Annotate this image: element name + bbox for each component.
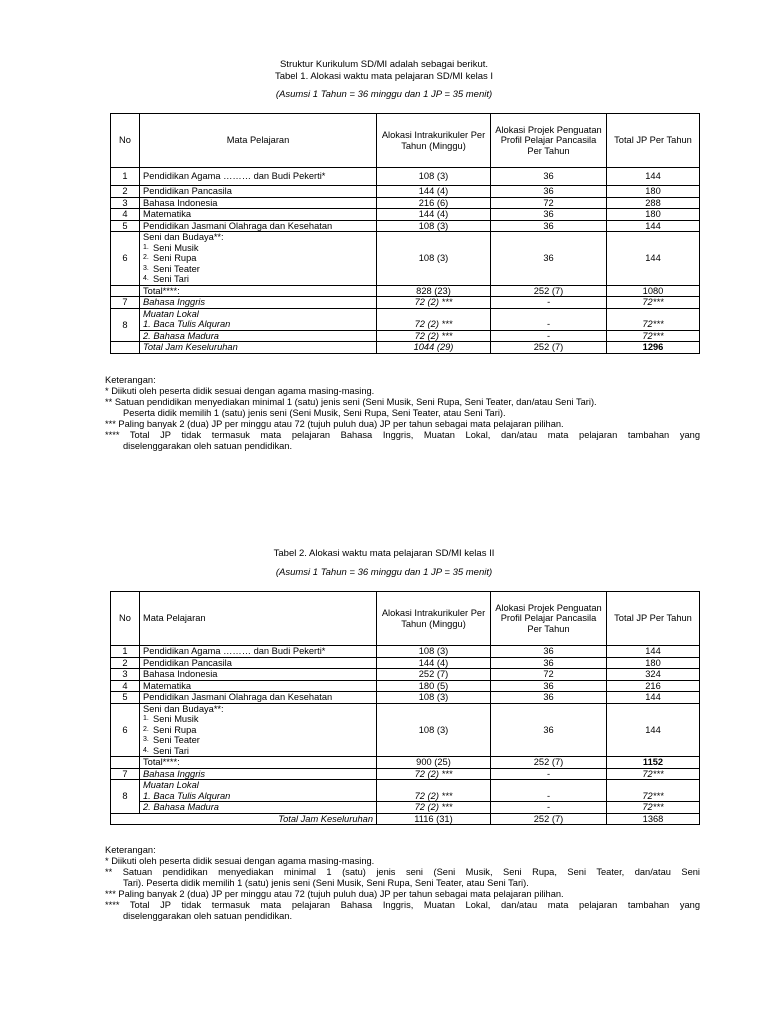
row-intra: 144 (4) — [377, 657, 491, 669]
row-no: 7 — [111, 768, 140, 780]
table-row — [111, 186, 700, 198]
mulok-heading: Muatan Lokal — [140, 780, 377, 791]
row-intra: 108 (3) — [377, 220, 491, 232]
row-no: 6 — [111, 703, 140, 757]
row-intra: 252 (7) — [377, 669, 491, 681]
table1 — [110, 113, 700, 354]
note-1: * Diikuti oleh peserta didik sesuai dengan agama masing-masing. — [105, 386, 375, 396]
mulok-heading: Muatan Lokal — [140, 308, 377, 319]
list-item: 3. Seni Teater — [143, 263, 200, 274]
row-total: 72*** — [607, 791, 700, 802]
subtotal-intra: 900 (25) — [377, 757, 491, 769]
row-subject: Matematika — [140, 680, 377, 692]
table1-assumption: (Asumsi 1 Tahun = 36 minggu dan 1 JP = 35 menit) — [275, 89, 493, 100]
row-projek: 36 — [491, 646, 607, 658]
subtotal-label: Total****: — [140, 285, 377, 297]
row-projek: - — [491, 791, 607, 802]
row-total: 144 — [607, 220, 700, 232]
row-no: 6 — [111, 232, 140, 286]
row-intra: 108 (3) — [377, 692, 491, 704]
header-total: Total JP Per Tahun — [607, 114, 700, 168]
row-intra: 144 (4) — [377, 209, 491, 221]
subtotal-row — [111, 285, 700, 297]
table-row — [111, 657, 700, 669]
row-subject: Pendidikan Agama ……… dan Budi Pekerti* — [140, 168, 377, 186]
row-projek: 36 — [491, 209, 607, 221]
row-total: 72*** — [607, 768, 700, 780]
table-row-inggris — [111, 297, 700, 309]
subtotal-total: 1152 — [607, 757, 700, 769]
row-intra: 144 (4) — [377, 186, 491, 198]
list-item: 1. Seni Musik — [143, 714, 199, 724]
grand-total-intra: 1044 (29) — [377, 342, 491, 354]
row-subject: 2. Bahasa Madura — [140, 330, 377, 342]
row-no: 7 — [111, 297, 140, 309]
row-total: 144 — [607, 646, 700, 658]
list-item: 1. Seni Musik — [143, 242, 199, 253]
table-row — [111, 319, 700, 330]
grand-total-label: Total Jam Keseluruhan — [140, 813, 377, 825]
row-subject — [140, 703, 377, 757]
grand-total-row — [111, 813, 700, 825]
row-projek: - — [491, 768, 607, 780]
note-3: *** Paling banyak 2 (dua) JP per minggu atau 72 (tujuh puluh dua) JP per tahun sebagai mata pelajaran pilihan. — [105, 889, 564, 899]
note-2-cont: Peserta didik memilih 1 (satu) jenis seni (Seni Musik, Seni Rupa, Seni Teater, atau Seni Tari). — [123, 408, 506, 418]
row-subject: Matematika — [140, 209, 377, 221]
row-subject: Bahasa Indonesia — [140, 669, 377, 681]
row-intra: 108 (3) — [377, 703, 491, 757]
row-total: 288 — [607, 197, 700, 209]
note-4-cont: diselenggarakan oleh satuan pendidikan. — [123, 911, 293, 921]
grand-total-total: 1296 — [607, 342, 700, 354]
subtotal-total: 1080 — [607, 285, 700, 297]
row-intra: 216 (6) — [377, 197, 491, 209]
subtotal-label: Total****: — [140, 757, 377, 769]
header-projek: Alokasi Projek Penguatan Profil Pelajar Pancasila Per Tahun — [491, 592, 607, 646]
intro-text: Struktur Kurikulum SD/MI adalah sebagai berikut. — [279, 59, 489, 70]
seni-heading: Seni dan Budaya**: — [143, 232, 224, 242]
row-no: 5 — [111, 692, 140, 704]
notes-heading: Keterangan: — [105, 375, 156, 385]
row-no: 8 — [111, 780, 140, 814]
row-projek: 36 — [491, 657, 607, 669]
row-total: 72*** — [607, 802, 700, 814]
row-subject: Pendidikan Pancasila — [140, 657, 377, 669]
list-item: 3. Seni Teater — [143, 735, 200, 745]
subtotal-projek: 252 (7) — [491, 285, 607, 297]
row-projek: 36 — [491, 680, 607, 692]
row-no: 4 — [111, 680, 140, 692]
header-no: No — [111, 114, 140, 168]
note-4: **** Total JP tidak termasuk mata pelajaran Bahasa Inggris, Muatan Lokal, dan/atau mata pelajaran tambahan yang — [105, 900, 700, 910]
row-intra: 72 (2) *** — [377, 802, 491, 814]
table-row — [111, 209, 700, 221]
row-projek: 36 — [491, 220, 607, 232]
row-projek: - — [491, 297, 607, 309]
table-row — [111, 692, 700, 704]
subtotal-projek: 252 (7) — [491, 757, 607, 769]
row-projek: - — [491, 319, 607, 330]
row-total: 216 — [607, 680, 700, 692]
row-subject: Bahasa Inggris — [140, 297, 377, 309]
row-subject: 1. Baca Tulis Alquran — [140, 319, 377, 330]
row-total: 144 — [607, 168, 700, 186]
list-item: 2. Seni Rupa — [143, 253, 197, 263]
row-intra: 72 (2) *** — [377, 330, 491, 342]
row-no: 3 — [111, 197, 140, 209]
notes1 — [105, 375, 700, 452]
row-projek: 36 — [491, 692, 607, 704]
table-row-inggris — [111, 768, 700, 780]
row-intra: 108 (3) — [377, 168, 491, 186]
row-subject: Pendidikan Jasmani Olahraga dan Kesehatan — [140, 220, 377, 232]
row-no: 1 — [111, 168, 140, 186]
row-subject: Pendidikan Pancasila — [140, 186, 377, 198]
table-row-mulok-head — [111, 780, 700, 791]
grand-total-row — [111, 342, 700, 354]
seni-list — [143, 714, 373, 756]
row-intra: 108 (3) — [377, 646, 491, 658]
row-projek: 72 — [491, 669, 607, 681]
table2-header-row — [111, 592, 700, 646]
row-total: 180 — [607, 186, 700, 198]
table-row-seni — [111, 703, 700, 757]
row-subject: 1. Baca Tulis Alquran — [140, 791, 377, 802]
note-2: ** Satuan pendidikan menyediakan minimal 1 (satu) jenis seni (Seni Musik, Seni Rupa, Seni Teater, dan/atau Seni Tari). — [105, 397, 597, 407]
row-total: 324 — [607, 669, 700, 681]
row-projek: - — [491, 802, 607, 814]
header-no: No — [111, 592, 140, 646]
list-item: 4. Seni Tari — [143, 745, 190, 756]
row-intra: 72 (2) *** — [377, 319, 491, 330]
table-row — [111, 802, 700, 814]
row-no: 1 — [111, 646, 140, 658]
table-row — [111, 669, 700, 681]
row-projek: 36 — [491, 186, 607, 198]
header-subject: Mata Pelajaran — [140, 592, 377, 646]
note-4: **** Total JP tidak termasuk mata pelajaran Bahasa Inggris, Muatan Lokal, dan/atau mata pelajaran tambahan yang — [105, 430, 700, 440]
row-subject: 2. Bahasa Madura — [140, 802, 377, 814]
table-row — [111, 197, 700, 209]
row-total: 180 — [607, 657, 700, 669]
row-no: 5 — [111, 220, 140, 232]
header-total: Total JP Per Tahun — [607, 592, 700, 646]
row-total: 180 — [607, 209, 700, 221]
row-intra: 72 (2) *** — [377, 791, 491, 802]
table-row — [111, 646, 700, 658]
row-intra: 180 (5) — [377, 680, 491, 692]
row-no: 8 — [111, 308, 140, 342]
table1-title: Tabel 1. Alokasi waktu mata pelajaran SD/MI kelas I — [274, 71, 494, 82]
table2-title: Tabel 2. Alokasi waktu mata pelajaran SD/MI kelas II — [273, 548, 495, 559]
list-item: 2. Seni Rupa — [143, 724, 197, 735]
row-subject: Bahasa Indonesia — [140, 197, 377, 209]
seni-heading: Seni dan Budaya**: — [143, 703, 224, 714]
row-projek: 72 — [491, 197, 607, 209]
note-2-cont: Tari). Peserta didik memilih 1 (satu) jenis seni (Seni Musik, Seni Rupa, Seni Teater, atau Seni Tari). — [123, 878, 529, 888]
note-2: ** Satuan pendidikan menyediakan minimal 1 (satu) jenis seni (Seni Musik, Seni Rupa, Seni Teater, dan/atau Seni — [105, 867, 700, 877]
grand-total-projek: 252 (7) — [491, 342, 607, 354]
table-row-mulok-head — [111, 308, 700, 319]
row-projek: 36 — [491, 703, 607, 757]
table-row — [111, 680, 700, 692]
grand-total-intra: 1116 (31) — [377, 813, 491, 825]
grand-total-total: 1368 — [607, 813, 700, 825]
header-subject: Mata Pelajaran — [140, 114, 377, 168]
note-4-cont: diselenggarakan oleh satuan pendidikan. — [123, 441, 293, 451]
row-projek: 36 — [491, 168, 607, 186]
row-projek: - — [491, 330, 607, 342]
row-subject: Bahasa Inggris — [140, 768, 377, 780]
row-subject: Pendidikan Jasmani Olahraga dan Kesehatan — [140, 692, 377, 704]
header-intra: Alokasi Intrakurikuler Per Tahun (Minggu) — [377, 592, 491, 646]
grand-total-label: Total Jam Keseluruhan — [140, 342, 377, 354]
row-subject: Pendidikan Agama ……… dan Budi Pekerti* — [140, 646, 377, 658]
row-intra: 108 (3) — [377, 232, 491, 286]
header-intra: Alokasi Intrakurikuler Per Tahun (Minggu) — [377, 114, 491, 168]
row-total: 144 — [607, 232, 700, 286]
notes-heading: Keterangan: — [105, 845, 156, 855]
table-row — [111, 791, 700, 802]
table-row — [111, 220, 700, 232]
header-projek: Alokasi Projek Penguatan Profil Pelajar Pancasila Per Tahun — [491, 114, 607, 168]
row-total: 72*** — [607, 297, 700, 309]
row-no: 2 — [111, 186, 140, 198]
table-row-seni — [111, 232, 700, 286]
table-row — [111, 330, 700, 342]
row-total: 144 — [607, 692, 700, 704]
row-projek: 36 — [491, 232, 607, 286]
note-1: * Diikuti oleh peserta didik sesuai dengan agama masing-masing. — [105, 856, 375, 866]
row-intra: 72 (2) *** — [377, 768, 491, 780]
table2 — [110, 591, 700, 825]
row-intra: 72 (2) *** — [377, 297, 491, 309]
table2-assumption: (Asumsi 1 Tahun = 36 minggu dan 1 JP = 35 menit) — [275, 567, 493, 578]
grand-total-projek: 252 (7) — [491, 813, 607, 825]
row-no: 2 — [111, 657, 140, 669]
note-3: *** Paling banyak 2 (dua) JP per minggu atau 72 (tujuh puluh dua) JP per tahun sebagai mata pelajaran pilihan. — [105, 419, 564, 429]
row-total: 72*** — [607, 319, 700, 330]
row-no: 3 — [111, 669, 140, 681]
subtotal-intra: 828 (23) — [377, 285, 491, 297]
row-no: 4 — [111, 209, 140, 221]
notes2 — [105, 845, 700, 922]
table-row — [111, 168, 700, 186]
row-total: 144 — [607, 703, 700, 757]
subtotal-row — [111, 757, 700, 769]
seni-list — [143, 243, 373, 285]
row-subject — [140, 232, 377, 286]
table1-header-row — [111, 114, 700, 168]
row-total: 72*** — [607, 330, 700, 342]
list-item: 4. Seni Tari — [143, 274, 190, 284]
